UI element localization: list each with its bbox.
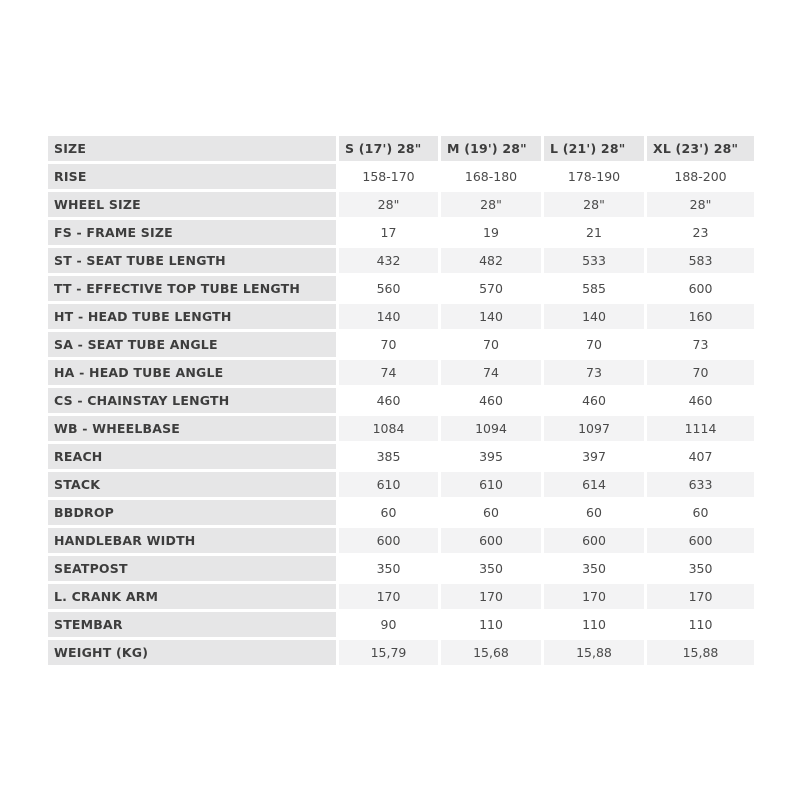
table-cell: 60 bbox=[339, 500, 438, 525]
table-cell: 170 bbox=[544, 584, 644, 609]
table-row bbox=[48, 220, 754, 245]
table-cell: 73 bbox=[544, 360, 644, 385]
table-cell: 110 bbox=[647, 612, 754, 637]
table-row bbox=[48, 584, 754, 609]
table-cell: 397 bbox=[544, 444, 644, 469]
row-label: TT - EFFECTIVE TOP TUBE LENGTH bbox=[48, 276, 336, 301]
table-cell: 610 bbox=[339, 472, 438, 497]
table-cell: 460 bbox=[544, 388, 644, 413]
table-cell: 73 bbox=[647, 332, 754, 357]
table-row bbox=[48, 192, 754, 217]
table-cell: 600 bbox=[647, 276, 754, 301]
table-cell: 74 bbox=[441, 360, 541, 385]
table-cell: 633 bbox=[647, 472, 754, 497]
table-cell: 28" bbox=[544, 192, 644, 217]
row-label: SEATPOST bbox=[48, 556, 336, 581]
table-cell: 1094 bbox=[441, 416, 541, 441]
header-cell-xl: XL (23') 28" bbox=[647, 136, 754, 161]
table-cell: 140 bbox=[544, 304, 644, 329]
table-cell: 60 bbox=[544, 500, 644, 525]
table-cell: 460 bbox=[339, 388, 438, 413]
table-row bbox=[48, 472, 754, 497]
table-cell: 600 bbox=[441, 528, 541, 553]
header-row bbox=[48, 136, 754, 161]
header-cell-m: M (19') 28" bbox=[441, 136, 541, 161]
table-cell: 395 bbox=[441, 444, 541, 469]
table-cell: 74 bbox=[339, 360, 438, 385]
table-row bbox=[48, 276, 754, 301]
table-cell: 170 bbox=[647, 584, 754, 609]
table-cell: 17 bbox=[339, 220, 438, 245]
row-label: ST - SEAT TUBE LENGTH bbox=[48, 248, 336, 273]
table-row bbox=[48, 556, 754, 581]
table-body bbox=[48, 164, 754, 665]
table-cell: 19 bbox=[441, 220, 541, 245]
table-cell: 482 bbox=[441, 248, 541, 273]
row-label: HT - HEAD TUBE LENGTH bbox=[48, 304, 336, 329]
row-label: WEIGHT (KG) bbox=[48, 640, 336, 665]
table-cell: 60 bbox=[647, 500, 754, 525]
row-label: WHEEL SIZE bbox=[48, 192, 336, 217]
table-cell: 21 bbox=[544, 220, 644, 245]
table-cell: 350 bbox=[544, 556, 644, 581]
table-row bbox=[48, 388, 754, 413]
table-cell: 560 bbox=[339, 276, 438, 301]
row-label: CS - CHAINSTAY LENGTH bbox=[48, 388, 336, 413]
table-cell: 140 bbox=[339, 304, 438, 329]
table-row bbox=[48, 416, 754, 441]
table-cell: 188-200 bbox=[647, 164, 754, 189]
table-cell: 350 bbox=[647, 556, 754, 581]
table-cell: 110 bbox=[544, 612, 644, 637]
row-label: HA - HEAD TUBE ANGLE bbox=[48, 360, 336, 385]
table-cell: 385 bbox=[339, 444, 438, 469]
row-label: SA - SEAT TUBE ANGLE bbox=[48, 332, 336, 357]
table-cell: 15,88 bbox=[647, 640, 754, 665]
table-cell: 610 bbox=[441, 472, 541, 497]
table-cell: 407 bbox=[647, 444, 754, 469]
table-cell: 600 bbox=[339, 528, 438, 553]
table-cell: 170 bbox=[441, 584, 541, 609]
table-cell: 15,88 bbox=[544, 640, 644, 665]
table-cell: 158-170 bbox=[339, 164, 438, 189]
row-label: REACH bbox=[48, 444, 336, 469]
row-label: STACK bbox=[48, 472, 336, 497]
row-label: BBDROP bbox=[48, 500, 336, 525]
table-row bbox=[48, 500, 754, 525]
table-cell: 90 bbox=[339, 612, 438, 637]
table-cell: 178-190 bbox=[544, 164, 644, 189]
header-cell-l: L (21') 28" bbox=[544, 136, 644, 161]
table-cell: 70 bbox=[647, 360, 754, 385]
table-cell: 585 bbox=[544, 276, 644, 301]
header-cell-size: SIZE bbox=[48, 136, 336, 161]
table-cell: 170 bbox=[339, 584, 438, 609]
table-cell: 600 bbox=[544, 528, 644, 553]
table-cell: 350 bbox=[441, 556, 541, 581]
table-cell: 110 bbox=[441, 612, 541, 637]
row-label: HANDLEBAR WIDTH bbox=[48, 528, 336, 553]
table-cell: 432 bbox=[339, 248, 438, 273]
row-label: L. CRANK ARM bbox=[48, 584, 336, 609]
table-cell: 1097 bbox=[544, 416, 644, 441]
table-row bbox=[48, 528, 754, 553]
table-cell: 570 bbox=[441, 276, 541, 301]
table-cell: 28" bbox=[647, 192, 754, 217]
table-cell: 70 bbox=[544, 332, 644, 357]
table-cell: 614 bbox=[544, 472, 644, 497]
table-row bbox=[48, 304, 754, 329]
table-cell: 23 bbox=[647, 220, 754, 245]
table-cell: 28" bbox=[339, 192, 438, 217]
table-row bbox=[48, 612, 754, 637]
table-row bbox=[48, 332, 754, 357]
table-row bbox=[48, 248, 754, 273]
table-cell: 70 bbox=[441, 332, 541, 357]
table-cell: 583 bbox=[647, 248, 754, 273]
table-row bbox=[48, 640, 754, 665]
table-cell: 160 bbox=[647, 304, 754, 329]
geometry-table bbox=[45, 133, 757, 668]
table-cell: 1114 bbox=[647, 416, 754, 441]
table-cell: 460 bbox=[647, 388, 754, 413]
header-cell-s: S (17') 28" bbox=[339, 136, 438, 161]
table-cell: 350 bbox=[339, 556, 438, 581]
table-cell: 600 bbox=[647, 528, 754, 553]
table-row bbox=[48, 360, 754, 385]
table-cell: 168-180 bbox=[441, 164, 541, 189]
table-cell: 1084 bbox=[339, 416, 438, 441]
table-cell: 70 bbox=[339, 332, 438, 357]
row-label: WB - WHEELBASE bbox=[48, 416, 336, 441]
table-cell: 15,79 bbox=[339, 640, 438, 665]
row-label: FS - FRAME SIZE bbox=[48, 220, 336, 245]
table-cell: 60 bbox=[441, 500, 541, 525]
table-cell: 533 bbox=[544, 248, 644, 273]
table-cell: 15,68 bbox=[441, 640, 541, 665]
table-cell: 28" bbox=[441, 192, 541, 217]
table-row bbox=[48, 164, 754, 189]
row-label: RISE bbox=[48, 164, 336, 189]
table-row bbox=[48, 444, 754, 469]
table-cell: 140 bbox=[441, 304, 541, 329]
row-label: STEMBAR bbox=[48, 612, 336, 637]
table-cell: 460 bbox=[441, 388, 541, 413]
